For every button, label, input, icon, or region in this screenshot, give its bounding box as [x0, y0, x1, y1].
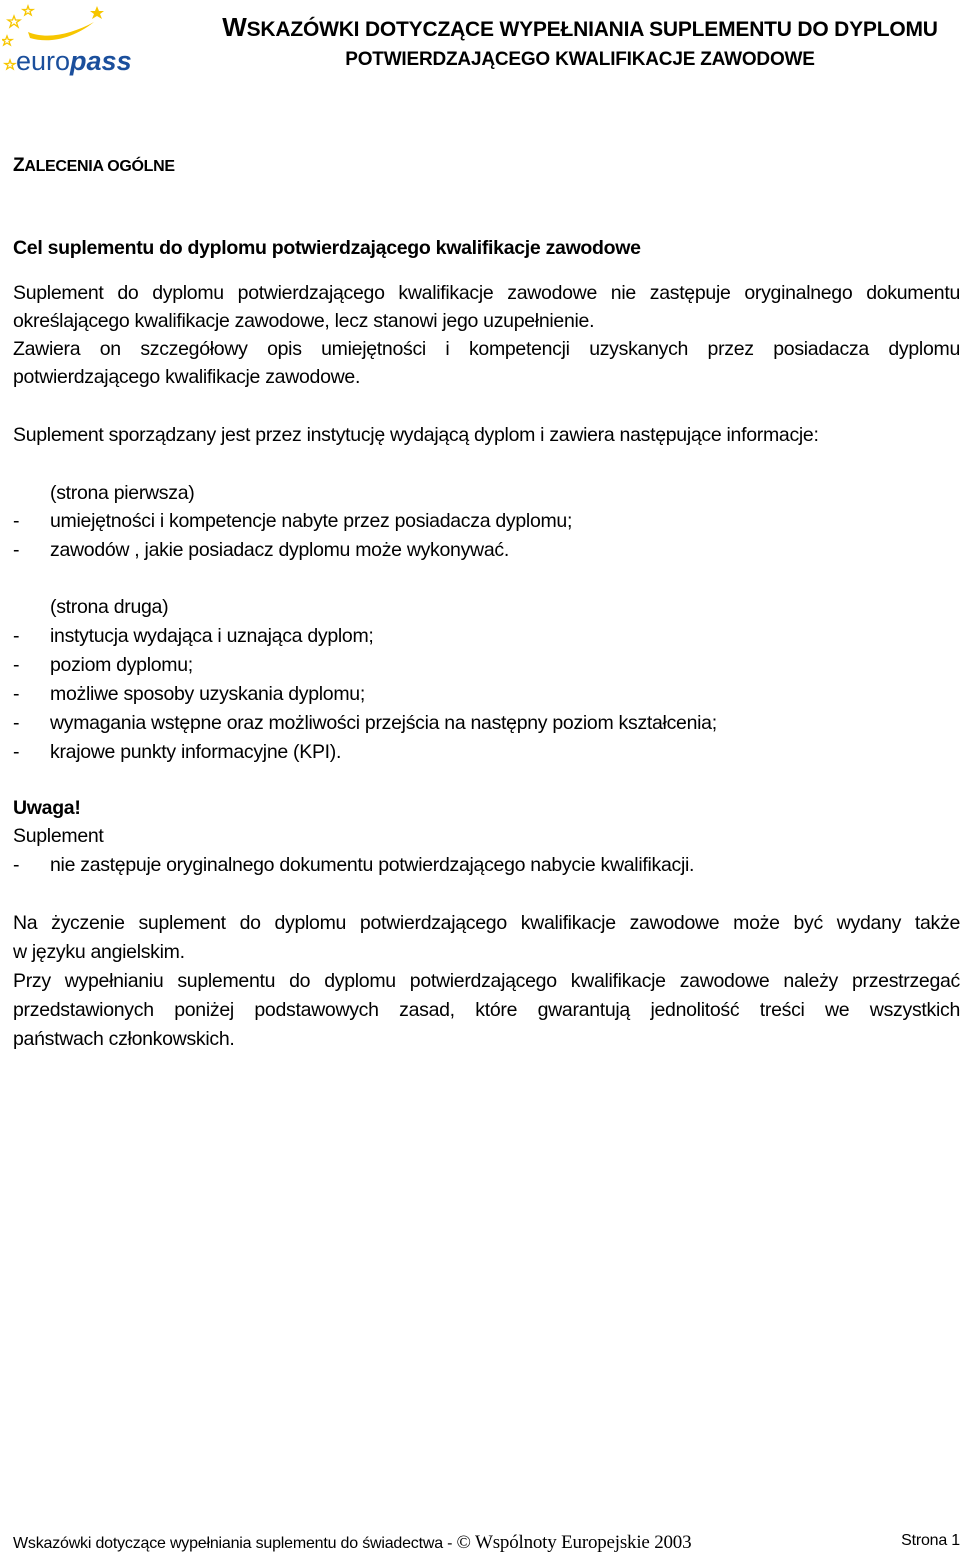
footer-copyright: © Wspólnoty Europejskie 2003	[456, 1532, 692, 1553]
page-footer	[13, 1532, 960, 1558]
list-marker: -	[13, 683, 20, 705]
english-paragraph-line-2: w języku angielskim.	[13, 941, 185, 963]
rules-paragraph-line-2: przedstawionych poniżej podstawowych zasad, które gwarantują jednolitość treści we wszystkich	[13, 999, 960, 1021]
list-marker: -	[13, 741, 20, 763]
logo-text: europass	[16, 46, 132, 76]
purpose-paragraph-1-line-2: określającego kwalifikacje zawodowe, lecz stanowi jego uzupełnienie.	[13, 310, 595, 332]
page-number: Strona 1	[901, 1532, 960, 1549]
document-title-line1: WSKAZÓWKI DOTYCZĄCE WYPEŁNIANIA SUPLEMENTU DO DYPLOMU	[222, 12, 938, 42]
purpose-paragraph-1-line-1: Suplement do dyplomu potwierdzającego kwalifikacje zawodowe nie zastępuje oryginalnego dokumentu	[13, 282, 960, 304]
rules-paragraph-line-1: Przy wypełnianiu suplementu do dyplomu potwierdzającego kwalifikacje zawodowe należy przestrzegać	[13, 970, 960, 992]
europass-logo	[2, 2, 144, 82]
footer-text: Wskazówki dotyczące wypełniania suplementu do świadectwa - © Wspólnoty Europejskie 2003	[13, 1532, 692, 1553]
list-marker: -	[13, 625, 20, 647]
note-title: Uwaga!	[13, 797, 81, 819]
list-marker: -	[13, 712, 20, 734]
document-title-line2: POTWIERDZAJĄCEGO KWALIFIKACJE ZAWODOWE	[345, 49, 815, 70]
list-marker: -	[13, 654, 20, 676]
europass-logo-graphic	[2, 2, 144, 82]
document-header	[200, 12, 960, 75]
purpose-paragraph-2-line-1: Zawiera on szczegółowy opis umiejętności i kompetencji uzyskanych przez posiadacza dyplomu	[13, 338, 960, 360]
intro-paragraph: Suplement sporządzany jest przez instytucję wydającą dyplom i zawiera następujące informacje:	[13, 424, 819, 446]
section-heading: ZALECENIA OGÓLNE	[13, 155, 175, 176]
page1-label: (strona pierwsza)	[50, 482, 195, 504]
english-paragraph-line-1: Na życzenie suplement do dyplomu potwierdzającego kwalifikacje zawodowe może być wydany także	[13, 912, 960, 934]
list-marker: -	[13, 854, 20, 876]
rules-paragraph-line-3: państwach członkowskich.	[13, 1028, 235, 1050]
purpose-paragraph-2-line-2: potwierdzającego kwalifikacje zawodowe.	[13, 366, 361, 388]
page2-label: (strona druga)	[50, 596, 169, 618]
note-subject: Suplement	[13, 825, 104, 847]
list-marker: -	[13, 539, 20, 561]
purpose-heading: Cel suplementu do dyplomu potwierdzającego kwalifikacje zawodowe	[13, 237, 641, 259]
list-marker: -	[13, 510, 20, 532]
